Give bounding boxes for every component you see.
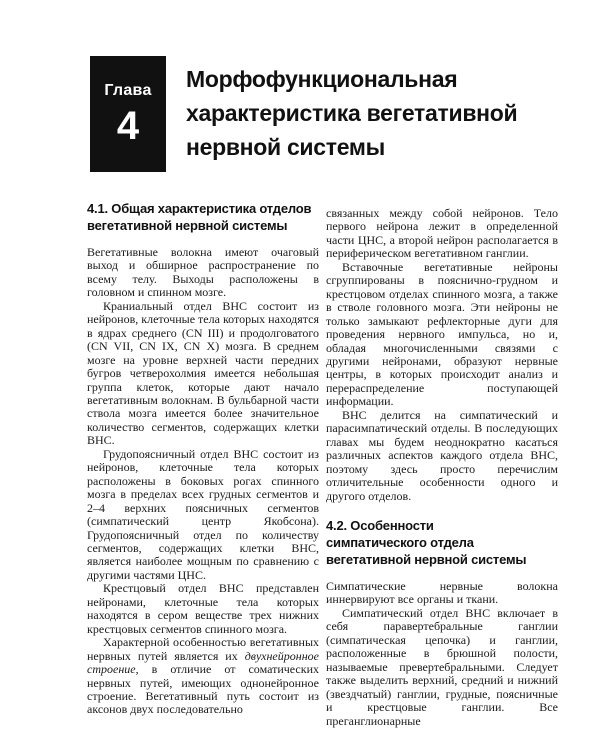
- heading-line: 4.1. Общая характеристика отделов: [87, 201, 312, 216]
- chapter-title: [186, 62, 566, 164]
- section-4-2-heading: [326, 517, 558, 568]
- heading-line: 4.2. Особенности: [326, 517, 434, 533]
- chapter-number: 4: [116, 104, 140, 148]
- right-column: [326, 207, 558, 728]
- left-column: [87, 200, 319, 717]
- paragraph: связанных между собой нейронов. Тело первого нейрона лежит в определенной части ЦНС, а второй нейрон располагается в периферическом вегетативном ганглии.: [326, 206, 558, 261]
- chapter-title-line: характеристика вегетативной: [186, 100, 518, 126]
- paragraph: ВНС делится на симпатический и парасимпатический отделы. В последующих главах мы будем неоднократно касаться различных аспектов каждого отдела ВНС, поэтому здесь просто перечислим отличительные особенности одного и другого отделов.: [326, 407, 558, 503]
- paragraph: Крестцовый отдел ВНС представлен нейронами, клеточные тела которых находятся в сером веществе трех нижних крестцовых сегментов спинного мозга.: [87, 581, 319, 636]
- paragraph: Вегетативные волокна имеют очаговый выход и обширное распространение по всему телу. Выходы расположены в головном и спинном мозге.: [87, 245, 319, 300]
- chapter-title-line: Морфофункциональная: [186, 66, 458, 92]
- chapter-title-line: нервной системы: [186, 134, 385, 160]
- chapter-label: Глава: [104, 82, 152, 99]
- paragraph: Вставочные вегетативные нейроны сгруппированы в пояснично-грудном и крестцовом отделах спинного мозга, а также в стволе головного мозга. Эти нейроны не только замыкают рефлекторные дуги для проведения нервного импульса, но и, обладая многочисленными связями с другими нейронами, образуют нервные центры, в которых происходит анализ и перераспределение поступающей информации.: [326, 259, 558, 409]
- heading-line: симпатического отдела: [326, 534, 474, 550]
- paragraph-text: , в отличие от соматических нервных путей, имеющих однонейронное строение. Вегетативный путь состоит из аксонов двух последовательно: [87, 662, 319, 717]
- paragraph: Краниальный отдел ВНС состоит из нейронов, клеточные тела которых находятся в ядрах среднего (CN III) и продолговатого (CN VII, CN IX, CN X) мозга. В среднем мозге на уровне верхней части передних бугров четверохолмия имеется небольшая группа клеток, которые дают начало вегетативным волокнам. В бульбарной части ствола мозга имеется более значительное количество сегментов, содержащих клетки ВНС.: [87, 298, 319, 448]
- section-4-1-heading: [87, 200, 319, 234]
- paragraph: Грудопоясничный отдел ВНС состоит из нейронов, клеточные тела которых расположены в боковых рогах спинного мозга в пределах всех грудных сегментов и 2–4 верхних поясничных сегментов (симпатический центр Якобсона). Грудопоясничный отдел по количеству сегментов, содержащих клетки ВНС, является наиболее мощным по сравнению с другими частями ЦНС.: [87, 446, 319, 582]
- emphasis-text: двухнейронное строение: [87, 648, 319, 677]
- paragraph-text: Характерной особенностью вегетативных нервных путей является их: [87, 635, 319, 663]
- heading-line: вегетативной нервной системы: [87, 218, 288, 233]
- paragraph: [87, 636, 319, 717]
- paragraph: Симпатический отдел ВНС включает в себя паравертебральные ганглии (симпатическая цепочка) и ганглии, расположенные в брюшной полости, называемые превертебральными. Следует также выделить верхний, средний и нижний (звездчатый) ганглии, грудные, поясничные и крестцовые ганглии. Все преганглионарные: [326, 605, 558, 728]
- heading-line: вегетативной нервной системы: [326, 551, 527, 567]
- paragraph: Симпатические нервные волокна иннервируют все органы и ткани.: [326, 578, 558, 607]
- chapter-badge: [90, 56, 166, 172]
